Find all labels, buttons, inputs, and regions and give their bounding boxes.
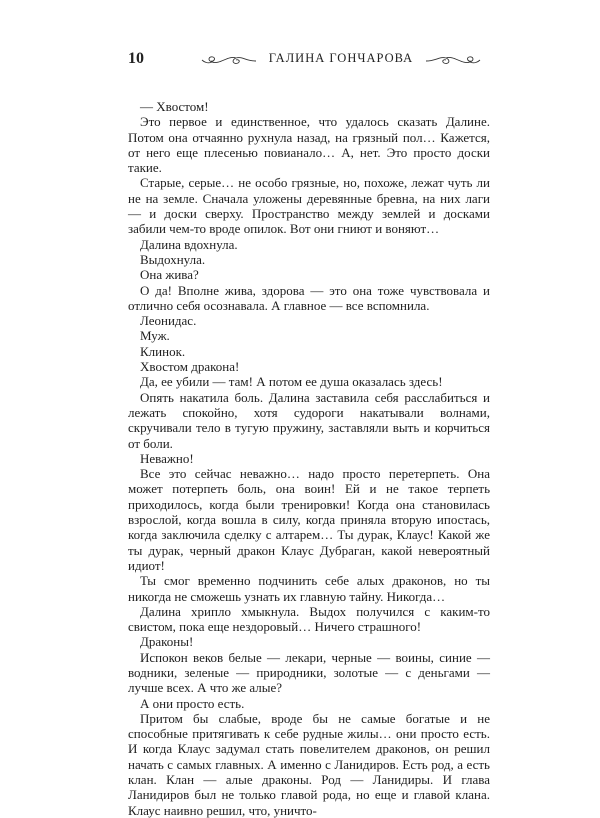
- paragraph: Она жива?: [140, 267, 199, 283]
- paragraph: Опять накатила боль. Далина заставила себя расслабиться и лежать спокойно, хотя судороги накатывали волнами, скручивали тело в тугую пружину, заставляли выть и корчиться от боли.: [128, 389, 490, 451]
- author-name: ГАЛИНА ГОНЧАРОВА: [268, 51, 414, 65]
- flourish-right-icon: [424, 54, 482, 68]
- paragraph: О да! Вполне жива, здорова — это она тоже чувствовала и отлично себя осознавала. А главное — все вспомнила.: [128, 282, 490, 313]
- body-text: [128, 99, 490, 818]
- paragraph: Хвостом дракона!: [140, 359, 240, 375]
- paragraph: Муж.: [140, 328, 170, 344]
- paragraph: Выдохнула.: [140, 251, 206, 267]
- page-number: 10: [128, 50, 144, 67]
- paragraph: Испокон веков белые — лекари, черные — воины, синие — водники, зеленые — природники, золотые — с деньгами — лучше всех. А что же алые?: [128, 649, 490, 696]
- paragraph: Да, ее убили — там! А потом ее душа оказалась здесь!: [140, 374, 443, 390]
- paragraph: Леонидас.: [140, 313, 197, 329]
- paragraph: — Хвостом!: [140, 99, 209, 114]
- paragraph: А они просто есть.: [140, 695, 245, 711]
- paragraph: Далина хрипло хмыкнула. Выдох получился с каким-то свистом, пока еще нездоровый… Ничего страшного!: [128, 603, 490, 635]
- paragraph: Притом бы слабые, вроде бы не самые богатые и не способные притягивать к себе рудные жилы… они просто есть. И когда Клаус задумал стать повелителем драконов, он решил начать с самых главных. А именно с Ланидиров. Есть род, а есть клан. Клан — алые драконы. Род — Ланидиры. И глава Ланидиров был не только главой рода, но еще и главой клана. Клаус наивно решил, что, уничто-: [128, 710, 490, 818]
- running-header: [128, 50, 490, 72]
- paragraph: Ты смог временно подчинить себе алых драконов, но ты никогда не сможешь узнать их главную тайну. Никогда…: [128, 573, 490, 604]
- paragraph: Драконы!: [140, 634, 194, 650]
- paragraph: Неважно!: [140, 450, 194, 466]
- paragraph: Это первое и единственное, что удалось сказать Далине. Потом она отчаянно рухнула назад, на грязный пол… Кажется, от него еще плесенью повианало… А, нет. Это просто доски такие.: [128, 114, 490, 176]
- paragraph: Далина вдохнула.: [140, 236, 238, 252]
- flourish-left-icon: [200, 54, 258, 68]
- paragraph: Старые, серые… не особо грязные, но, похоже, лежат чуть ли не на земле. Сначала уложены деревянные бревна, на них лаги — и доски сверху. Пространство между землей и досками забили чем-то вроде опилок. Вот они гниют и воняют…: [128, 175, 490, 237]
- paragraph: Все это сейчас неважно… надо просто перетерпеть. Она может потерпеть боль, она воин! Ей и не такое терпеть приходилось, когда были тренировки! Когда она становилась взрослой, когда вошла в силу, когда приняла вторую ипостась, когда заключила сделку с алтарем… Ты дурак, Клаус! Какой же ты дурак, черный дракон Клаус Дубраган, какой невероятный идиот!: [128, 466, 490, 573]
- paragraph: Клинок.: [140, 343, 186, 359]
